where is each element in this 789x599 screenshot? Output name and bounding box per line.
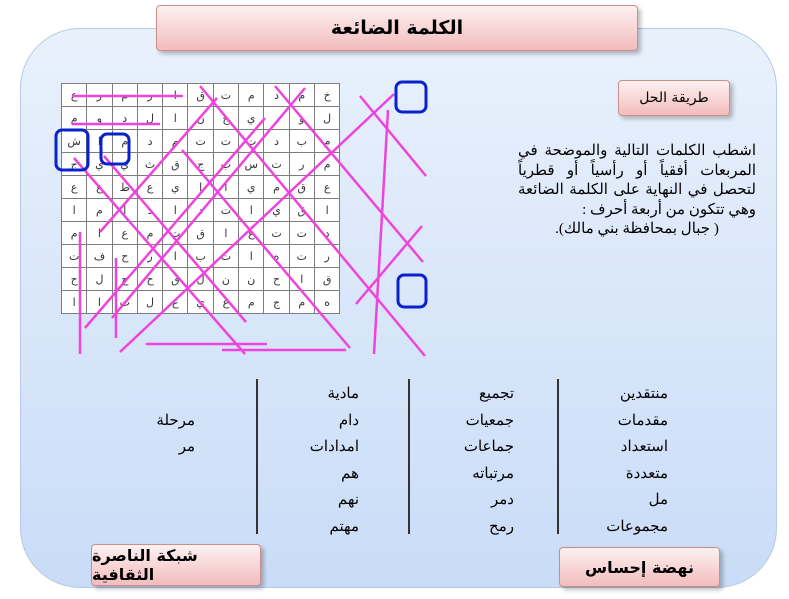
grid-cell: د: [264, 130, 289, 153]
grid-cell: ق: [163, 153, 188, 176]
grid-cell: ا: [87, 291, 112, 314]
grid-cell: ر: [87, 84, 112, 107]
column-separator: [408, 379, 410, 534]
grid-cell: ت: [62, 245, 87, 268]
grid-row: [62, 84, 340, 107]
grid-cell: ا: [213, 222, 238, 245]
grid-cell: ح: [137, 268, 162, 291]
method-label: طريقة الحل: [618, 80, 730, 116]
grid-cell: ش: [62, 130, 87, 153]
grid-cell: و: [87, 107, 112, 130]
grid-cell: م: [239, 84, 264, 107]
grid-cell: ع: [239, 222, 264, 245]
grid-row: [62, 222, 340, 245]
grid-cell: ل: [314, 107, 339, 130]
word-list-item: نهم: [337, 492, 359, 508]
grid-cell: ع: [314, 176, 339, 199]
word-list-item: متعددة: [625, 465, 668, 482]
grid-cell: د: [188, 199, 213, 222]
word-list-item: مقدمات: [617, 412, 668, 429]
word-list-item: تجميع: [478, 386, 514, 402]
instructions-text: [518, 142, 756, 240]
grid-cell: ح: [112, 245, 137, 268]
grid-cell: ث: [137, 153, 162, 176]
grid-cell: ا: [163, 107, 188, 130]
grid-cell: ي: [239, 176, 264, 199]
grid-cell: د: [264, 84, 289, 107]
grid-cell: ا: [62, 291, 87, 314]
word-list-item: مر: [178, 439, 195, 455]
grid-cell: ت: [289, 222, 314, 245]
grid-cell: د: [137, 199, 162, 222]
grid-cell: ل: [188, 268, 213, 291]
grid-row: [62, 199, 340, 222]
grid-cell: ر: [137, 245, 162, 268]
grid-cell: م: [264, 176, 289, 199]
grid-cell: م: [112, 130, 137, 153]
grid-row: [62, 153, 340, 176]
grid-cell: ف: [87, 245, 112, 268]
grid-cell: ا: [62, 199, 87, 222]
word-list-item: مرحلة: [156, 412, 195, 429]
grid-cell: م: [163, 130, 188, 153]
grid-cell: ق: [188, 222, 213, 245]
grid-cell: ق: [314, 268, 339, 291]
grid-cell: ا: [163, 84, 188, 107]
grid-cell: ج: [264, 291, 289, 314]
grid-cell: ت: [239, 130, 264, 153]
grid-row: [62, 107, 340, 130]
instructions-body: اشطب الكلمات التالية والموضحة في المربعات أفقياً أو رأسياً أو قطرياً لتحصل في النهاية على الكلمة الضائعة وهي تتكون من أربعة أحرف :: [518, 143, 756, 218]
grid-cell: ت: [112, 291, 137, 314]
grid-cell: ر: [137, 84, 162, 107]
grid-cell: ع: [62, 176, 87, 199]
grid-cell: ي: [163, 176, 188, 199]
instructions-hint: ( جبال بمحافظة بني مالك).: [555, 221, 719, 237]
grid-cell: د: [112, 107, 137, 130]
grid-cell: ع: [87, 176, 112, 199]
word-list-item: استعداد: [620, 439, 668, 455]
word-list-item: رمح: [489, 518, 514, 535]
grid-cell: ا: [163, 245, 188, 268]
grid-cell: ن: [188, 107, 213, 130]
grid-cell: ن: [239, 268, 264, 291]
grid-cell: ا: [314, 199, 339, 222]
grid-cell: ح: [112, 268, 137, 291]
grid-cell: م: [289, 84, 314, 107]
grid-cell: ع: [163, 291, 188, 314]
grid-cell: م: [137, 222, 162, 245]
grid-cell: ي: [264, 199, 289, 222]
grid-cell: ا: [112, 199, 137, 222]
grid-cell: ي: [112, 153, 137, 176]
grid-cell: ل: [137, 107, 162, 130]
word-list-item: منتقدين: [619, 386, 668, 402]
page-title: الكلمة الضائعة: [156, 5, 638, 51]
grid-cell: ه: [264, 245, 289, 268]
word-list-item: امدادات: [309, 439, 359, 455]
grid-cell: ر: [289, 153, 314, 176]
grid-cell: ت: [163, 222, 188, 245]
grid-cell: م: [239, 291, 264, 314]
grid-cell: ر: [314, 245, 339, 268]
grid-cell: ب: [188, 245, 213, 268]
grid-cell: ج: [188, 153, 213, 176]
word-list-item: مرتباته: [472, 465, 514, 482]
word-list-item: جماعات: [463, 439, 514, 455]
grid-cell: س: [239, 153, 264, 176]
grid-cell: ن: [213, 268, 238, 291]
footer-left-label: شبكة الناصرة الثقافية: [91, 544, 261, 586]
grid-cell: ي: [87, 153, 112, 176]
grid-cell: ا: [239, 245, 264, 268]
grid-cell: ي: [239, 107, 264, 130]
grid-cell: م: [87, 199, 112, 222]
grid-cell: ج: [62, 153, 87, 176]
grid-cell: ق: [163, 268, 188, 291]
word-list-item: مل: [648, 492, 668, 508]
grid-cell: خ: [314, 84, 339, 107]
grid-cell: ا: [87, 130, 112, 153]
grid-row: [62, 176, 340, 199]
grid-cell: م: [112, 84, 137, 107]
grid-cell: ا: [213, 176, 238, 199]
grid-cell: د: [314, 222, 339, 245]
grid-cell: ت: [264, 153, 289, 176]
grid-cell: ط: [112, 176, 137, 199]
word-list-item: دام: [338, 412, 359, 429]
grid-cell: ت: [213, 130, 238, 153]
grid-cell: ع: [137, 176, 162, 199]
grid-row: [62, 245, 340, 268]
grid-cell: ت: [213, 245, 238, 268]
grid-cell: ع: [213, 291, 238, 314]
grid-cell: ت: [213, 199, 238, 222]
grid-cell: م: [314, 153, 339, 176]
word-list-item: مجموعات: [606, 518, 668, 535]
grid-cell: ح: [264, 268, 289, 291]
grid-cell: م: [62, 107, 87, 130]
grid-cell: م: [289, 291, 314, 314]
footer-right-label: نهضة إحساس: [559, 547, 720, 587]
word-list-item: مادية: [327, 386, 359, 402]
grid-cell: ع: [62, 84, 87, 107]
grid-cell: ت: [213, 84, 238, 107]
grid-cell: ت: [188, 130, 213, 153]
grid-cell: ب: [289, 130, 314, 153]
grid-cell: ع: [112, 222, 137, 245]
grid-cell: ل: [87, 268, 112, 291]
grid-cell: ا: [188, 176, 213, 199]
grid-cell: ر: [264, 107, 289, 130]
grid-row: [62, 130, 340, 153]
grid-cell: ا: [289, 268, 314, 291]
grid-cell: ا: [87, 222, 112, 245]
grid-cell: ا: [239, 199, 264, 222]
grid-row: [62, 268, 340, 291]
grid-cell: ق: [188, 84, 213, 107]
letter-grid: [61, 83, 340, 314]
grid-cell: و: [289, 107, 314, 130]
word-list-item: هم: [341, 465, 359, 482]
grid-cell: ب: [213, 153, 238, 176]
word-list-item: مهتم: [329, 518, 359, 535]
grid-cell: م: [314, 130, 339, 153]
grid-cell: م: [62, 222, 87, 245]
grid-cell: ا: [163, 199, 188, 222]
grid-cell: ت: [289, 245, 314, 268]
grid-cell: ه: [314, 291, 339, 314]
grid-cell: ح: [62, 268, 87, 291]
grid-cell: د: [137, 130, 162, 153]
grid-cell: ل: [137, 291, 162, 314]
grid-cell: ق: [289, 199, 314, 222]
word-list-item: دمر: [491, 492, 514, 508]
column-separator: [256, 379, 258, 534]
grid-cell: ق: [289, 176, 314, 199]
grid-cell: ج: [213, 107, 238, 130]
grid-row: [62, 291, 340, 314]
word-list-item: جمعيات: [465, 412, 514, 429]
column-separator: [557, 379, 559, 534]
grid-cell: ي: [188, 291, 213, 314]
grid-cell: ت: [264, 222, 289, 245]
